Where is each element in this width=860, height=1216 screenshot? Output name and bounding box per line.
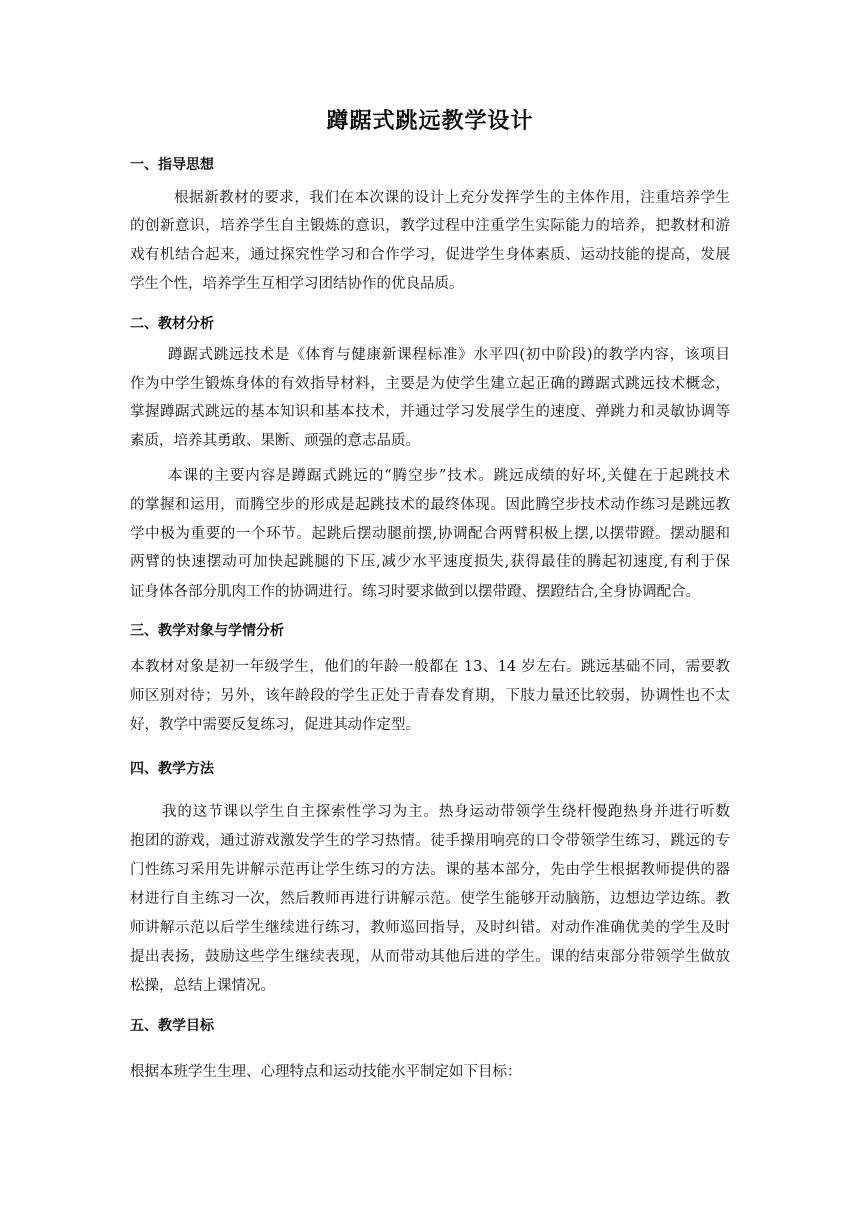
paragraph-line: 证身体各部分肌肉工作的协调进行。练习时要求做到以摆带蹬、摆蹬结合,全身协调配合。 <box>130 584 701 600</box>
section-heading: 三、教学对象与学情分析 <box>130 623 284 639</box>
paragraph-line: 学生个性，培养学生互相学习团结协作的优良品质。 <box>130 276 464 292</box>
section-heading: 一、指导思想 <box>130 157 214 173</box>
paragraph-line: 我的这节课以学生自主探索性学习为主。热身运动带领学生绕杆慢跑热身并进行听数 <box>162 804 730 820</box>
paragraph-line: 师讲解示范以后学生继续进行练习，教师巡回指导，及时纠错。对动作准确优美的学生及时 <box>130 920 730 936</box>
paragraph-line: 根据本班学生生理、心理特点和运动技能水平制定如下目标： <box>130 1064 522 1080</box>
paragraph-line: 师区别对待；另外，该年龄段的学生正处于青春发育期，下肢力量还比较弱，协调性也不太 <box>130 688 730 704</box>
paragraph-line: 材进行自主练习一次，然后教师再进行讲解示范。使学生能够开动脑筋，边想边学边练。教 <box>130 891 730 907</box>
paragraph-line: 根据新教材的要求，我们在本次课的设计上充分发挥学生的主体作用，注重培养学生 <box>174 190 730 206</box>
paragraph-line: 好，教学中需要反复练习，促进其动作定型。 <box>130 717 420 733</box>
paragraph-line: 素质，培养其勇敢、果断、顽强的意志品质。 <box>130 433 420 449</box>
paragraph-line: 的掌握和运用，而腾空步的形成是起跳技术的最终体现。因此腾空步技术动作练习是跳远教 <box>130 497 730 513</box>
paragraph-line: 提出表扬，鼓励这些学生继续表现，从而带动其他后进的学生。课的结束部分带领学生做放 <box>130 949 730 965</box>
paragraph-line: 两臂的快速摆动可加快起跳腿的下压,减少水平速度损失,获得最佳的腾起初速度,有利于保 <box>130 554 730 570</box>
paragraph-line: 掌握蹲踞式跳远的基本知识和基本技术，并通过学习发展学生的速度、弹跳力和灵敏协调等 <box>130 404 730 420</box>
paragraph-line: 学中极为重要的一个环节。起跳后摆动腿前摆,协调配合两臂积极上摆,以摆带蹬。摆动腿和 <box>130 526 730 542</box>
section-heading: 五、教学目标 <box>130 1018 214 1034</box>
paragraph-line: 戏有机结合起来，通过探究性学习和合作学习，促进学生身体素质、运动技能的提高，发展 <box>130 247 730 263</box>
paragraph-line: 本课的主要内容是蹲踞式跳远的“腾空步”技术。跳远成绩的好坏,关健在于起跳技术 <box>168 468 730 484</box>
section-heading: 二、教材分析 <box>130 316 214 332</box>
paragraph-line: 的创新意识，培养学生自主锻炼的意识，教学过程中注重学生实际能力的培养，把教材和游 <box>130 218 730 234</box>
section-heading: 四、教学方法 <box>130 761 214 777</box>
paragraph-line: 门性练习采用先讲解示范再让学生练习的方法。课的基本部分，先由学生根据教师提供的器 <box>130 862 730 878</box>
paragraph-line: 蹲踞式跳远技术是《体育与健康新课程标准》水平四(初中阶段)的教学内容，该项目 <box>168 347 730 363</box>
paragraph-line: 作为中学生锻炼身体的有效指导材料，主要是为使学生建立起正确的蹲踞式跳远技术概念， <box>130 376 730 392</box>
document-title: 蹲踞式跳远教学设计 <box>326 108 534 134</box>
paragraph-line: 松操，总结上课情况。 <box>130 978 275 994</box>
paragraph-line: 抱团的游戏，通过游戏激发学生的学习热情。徒手操用响亮的口令带领学生练习，跳远的专 <box>130 833 730 849</box>
paragraph-line: 本教材对象是初一年级学生，他们的年龄一般都在 13、14 岁左右。跳远基础不同，需要教 <box>130 659 730 675</box>
